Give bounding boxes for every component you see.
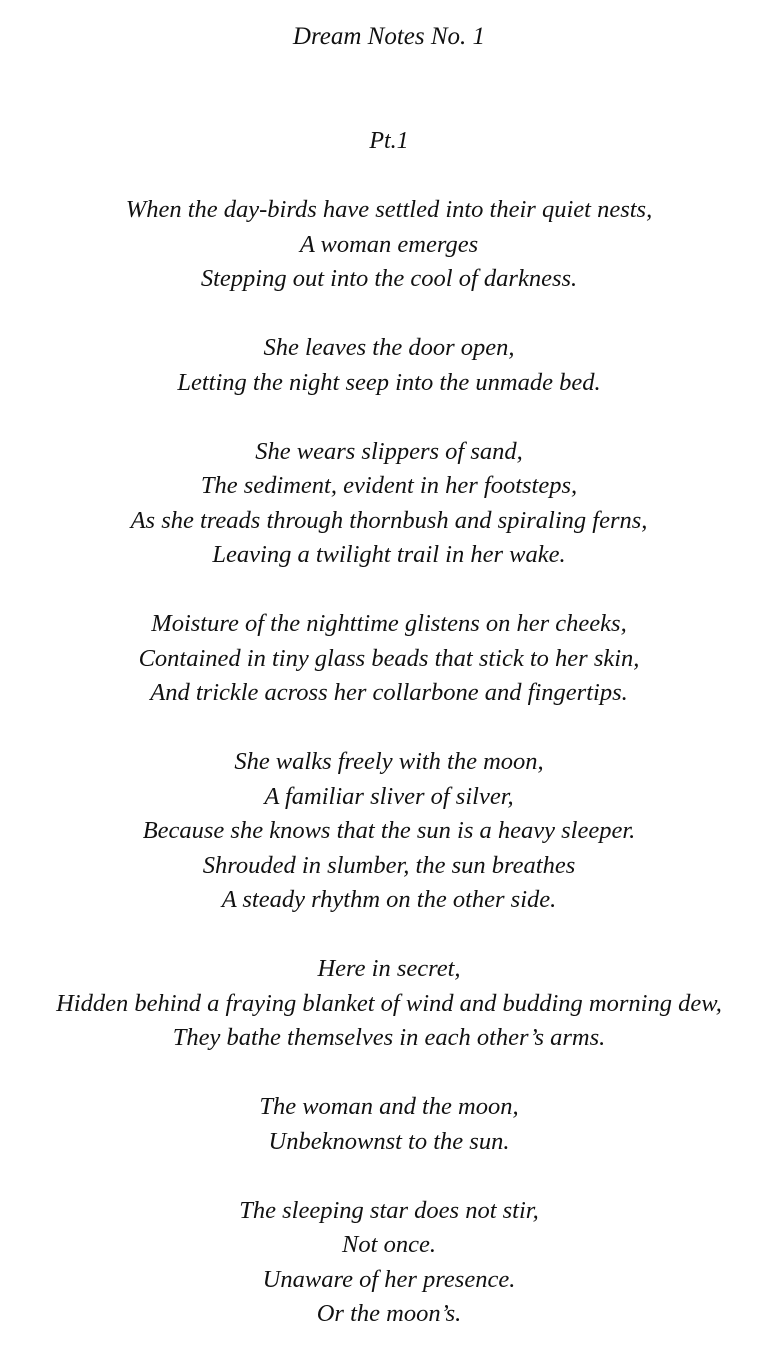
poem-line: Leaving a twilight trail in her wake.: [212, 541, 566, 568]
poem-line: Because she knows that the sun is a heavy sleeper.: [142, 817, 636, 844]
stanza: [0, 745, 778, 918]
poem-line: She wears slippers of sand,: [255, 437, 523, 465]
stanza: [0, 952, 778, 1056]
poem-line: She walks freely with the moon,: [234, 748, 544, 775]
poem-line: Unaware of her presence.: [262, 1265, 516, 1293]
poem-line: Here in secret,: [317, 955, 461, 982]
poem-line: Not once.: [342, 1231, 436, 1258]
poem-line: Or the moon’s.: [316, 1300, 462, 1327]
part-heading: Pt.1: [369, 128, 409, 154]
stanza: [0, 1194, 778, 1332]
poem-line: A woman emerges: [299, 230, 479, 258]
poem-line: When the day-birds have settled into their quiet nests,: [125, 196, 653, 223]
poem-body: [0, 193, 778, 1366]
poem-line: A steady rhythm on the other side.: [221, 886, 557, 913]
stanza: [0, 193, 778, 297]
poem-line: A familiar sliver of silver,: [264, 782, 514, 810]
poem-line: Contained in tiny glass beads that stick to her skin,: [138, 644, 640, 672]
poem-line: Hidden behind a fraying blanket of wind and budding morning dew,: [56, 989, 722, 1017]
poem-line: She leaves the door open,: [263, 334, 515, 361]
stanza: [0, 607, 778, 711]
stanza: [0, 1090, 778, 1159]
poem-line: The sleeping star does not stir,: [239, 1196, 539, 1224]
poem-line: Unbeknownst to the sun.: [268, 1127, 510, 1155]
poem-line: And trickle across her collarbone and fingertips.: [150, 679, 628, 706]
poem-line: The sediment, evident in her footsteps,: [200, 472, 578, 499]
poem-line: Letting the night seep into the unmade bed.: [177, 368, 601, 396]
poem-line: They bathe themselves in each other’s arms.: [172, 1024, 606, 1051]
poem-title: Dream Notes No. 1: [292, 23, 486, 50]
stanza: [0, 331, 778, 400]
poem-line: Moisture of the nighttime glistens on her cheeks,: [151, 610, 627, 637]
stanza: [0, 435, 778, 573]
poem-line: Stepping out into the cool of darkness.: [200, 265, 578, 292]
poem-line: As she treads through thornbush and spiraling ferns,: [130, 506, 648, 534]
poem-line: Shrouded in slumber, the sun breathes: [202, 851, 576, 879]
poem-line: The woman and the moon,: [259, 1093, 519, 1120]
